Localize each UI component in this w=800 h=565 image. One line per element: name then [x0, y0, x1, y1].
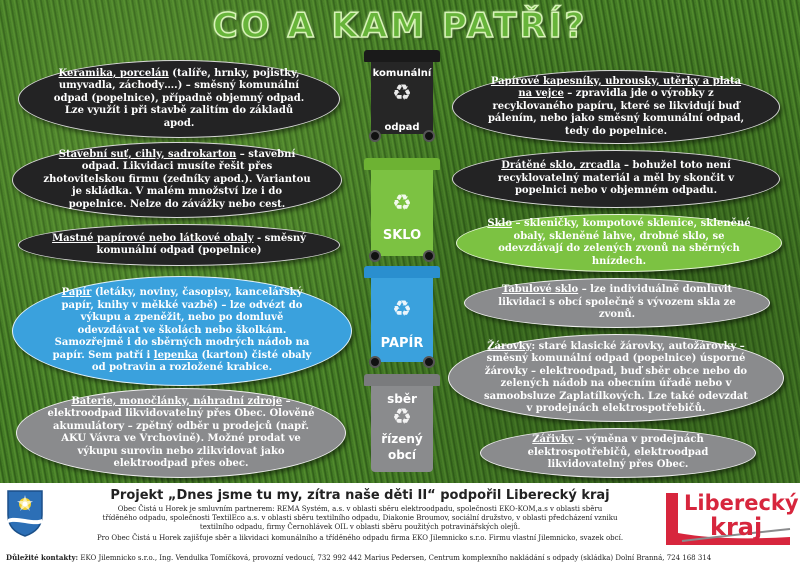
- bin-papir: [367, 266, 437, 368]
- bubble-tabulove: [464, 278, 770, 328]
- bubble-baterie-text: – elektroodpad likvidovatelný přes Obec. Olověné akumulátory – zpětný odběr u prodejců (např. AKU Vávra ve Vrchovině). Možné prodat ve výkupu surovin nebo zlikvidovat jako elektroodpad přes obec.: [47, 395, 315, 469]
- bin-sber-line3: obcí: [387, 448, 417, 462]
- bubble-keramika: [18, 60, 340, 138]
- bubble-papir-text-2: (karton) čisté obaly od potravin a rozložené krabice.: [91, 349, 312, 374]
- bubble-kapesniky: [452, 70, 780, 144]
- footer-headline: Projekt „Dnes jsme tu my, zítra naše děti II“ podpořil Liberecký kraj: [110, 488, 610, 503]
- recycle-icon: ♻: [392, 297, 412, 322]
- bubble-papir-text-1: (letáky, noviny, časopisy, kancelářský papír, knihy v měkké vazbě) – lze odvézt do výkupu a zpeněžit, nebo po domluvě odevzdávat ve školách nebo školkám. Samozřejmě i do sběrných modrých nádob na papír. Sem patří i: [52, 287, 310, 361]
- bin-komunalni: [367, 50, 437, 142]
- bubble-mastne-text: - směsný komunální odpad (popelnice): [96, 232, 306, 256]
- bubble-kapesniky-heading: Papírové kapesníky, ubrousky, utěrky a plata na vejce: [490, 75, 742, 100]
- footer-contacts: [6, 553, 796, 562]
- bubble-zarovky-text: : staré klasické žárovky, autožárovky – směsný komunální odpad (popelnice) úsporné žárovky – elektroodpad, buď sběr obce nebo do zelených nádob na obecním úřadě nebo v samoobsluze Zaplatílkových. Lze také odevzdat v prodejnách elektrospotřebičů.: [483, 340, 749, 414]
- bubble-zarovky: [448, 334, 784, 422]
- recycle-icon: ♻: [392, 81, 412, 106]
- bubble-zarivky-text: – výměna v prodejnách elektrospotřebičů, elektroodpad likvidovatelný přes Obec.: [527, 434, 709, 471]
- bubble-mastne-heading: Mastné papírové nebo látkové obaly: [52, 232, 254, 244]
- recycle-icon: ♻: [392, 405, 412, 430]
- wheel-icon: [423, 130, 435, 142]
- bubble-kapesniky-text: – zpravidla jde o výrobky z recyklovaného papíru, které se likvidují buď pálením, nebo jako směsný komunální odpad, tedy do popelnice.: [487, 88, 745, 137]
- bubble-stavebni-heading: Stavební suť, cihly, sadrokarton: [58, 148, 237, 160]
- bubble-keramika-heading: Keramika, porcelán: [58, 67, 169, 79]
- bin-sber-line2: řízený: [381, 432, 423, 446]
- wheel-icon: [369, 356, 381, 368]
- bubble-baterie: [16, 388, 346, 478]
- bin-sber: [367, 374, 437, 474]
- wheel-icon: [423, 250, 435, 262]
- footer-line-2: tříděného odpadu, společnosti TextilEco a.s. v oblasti sběru textilního odpadu, Diakonie Broumov, sociální družstvo, v oblasti předcházení vzniku: [102, 514, 618, 522]
- bubble-mastne: [18, 224, 340, 266]
- bubble-keramika-text: (talíře, hrnky, pojistky, umyvadla, záchody….) – směsný komunální odpad (popelnice), případně objemný odpad. Lze využít i při stavbě zalitím do základů apod.: [53, 67, 305, 129]
- bubble-dratene: [452, 150, 780, 208]
- logo-text-line1: Liberecký: [684, 491, 799, 515]
- bin-komunalni-label-top: komunální: [372, 68, 432, 79]
- page-title: CO A KAM PATŘÍ?: [212, 6, 588, 46]
- bubble-dratene-text: – bohužel toto není recyklovatelný materiál a měl by skončit v popelnici nebo v objemném odpadu.: [497, 160, 735, 197]
- footer-line-4: Pro Obec Čistá u Horek zajišťuje sběr a likvidaci komunálního a tříděného odpadu firma EKO Jilemnicko s.r.o. Firmu vlastní Jilemnicko, svazek obcí.: [96, 534, 624, 542]
- bubble-zarivky-heading: Zářivky: [532, 434, 574, 446]
- bubble-tabulove-heading: Tabulové sklo: [501, 284, 579, 296]
- bin-sklo: [367, 158, 437, 262]
- bubble-zarovky-heading: Žárovky: [487, 340, 532, 352]
- wheel-icon: [423, 356, 435, 368]
- bubble-papir-heading: Papír: [61, 287, 92, 299]
- bin-sklo-label: SKLO: [382, 228, 422, 243]
- bubble-stavebni-text: – stavební odpad. Likvidaci musíte řešit přes zhotovitelskou firmu (zedníky apod.). Variantou je skládka. V malém množství lze i do popelnice. Nelze do závážky nebo cest.: [43, 148, 311, 210]
- wheel-icon: [369, 130, 381, 142]
- footer-line-3: textilního odpadu, firmy Černohlávek OIL v oblasti sběru použitých potravinářských olejů.: [199, 523, 521, 531]
- logo-text-line2: kraj: [710, 513, 763, 541]
- bubble-papir-lepenka: lepenka: [153, 349, 198, 361]
- bin-sber-line1: sběr: [387, 392, 417, 406]
- liberecky-kraj-logo: [662, 489, 799, 547]
- bubble-stavebni: [12, 142, 342, 218]
- bin-komunalni-label-bottom: odpad: [384, 122, 420, 133]
- footer-contacts-text: EKO Jilemnicko s.r.o., Ing. Vendulka Tomíčková, provozní vedoucí, 732 992 442 Marius Pedersen, Centrum komplexního nakládání s odpady (skládka) Dolní Branná, 724 168 314: [78, 554, 712, 562]
- bubble-zarivky: [480, 428, 756, 478]
- footer-contacts-label: Důležité kontakty:: [6, 553, 79, 562]
- footer-line-1: Obec Čistá u Horek je smluvním partnerem: REMA Systém, a.s. v oblasti sběru elektroodpadu, společnosti EKO-KOM,a.s v oblasti sběru: [117, 505, 603, 513]
- bubble-sklo-heading: Sklo: [487, 218, 513, 229]
- wheel-icon: [369, 250, 381, 262]
- footer: [0, 483, 800, 565]
- bubble-sklo: [456, 214, 782, 272]
- bubble-tabulove-text: – lze individuálně domluvit likvidaci s obcí společně s vývozem skla ze zvonů.: [498, 284, 736, 321]
- bubble-dratene-heading: Drátěné sklo, zrcadla: [501, 160, 621, 172]
- bubble-sklo-text: – skleničky, kompotové sklenice, skleněné obaly, skleněné lahve, drobné sklo, se odevzdávají do zelených zvonů na sběrných hnízdech.: [498, 218, 751, 267]
- municipal-crest-icon: [6, 489, 44, 537]
- bubble-baterie-heading: Baterie, monočlánky, náhradní zdroje: [71, 395, 283, 407]
- bubble-papir: [12, 276, 352, 386]
- recycle-icon: ♻: [392, 191, 412, 216]
- bin-papir-label: PAPÍR: [380, 336, 424, 351]
